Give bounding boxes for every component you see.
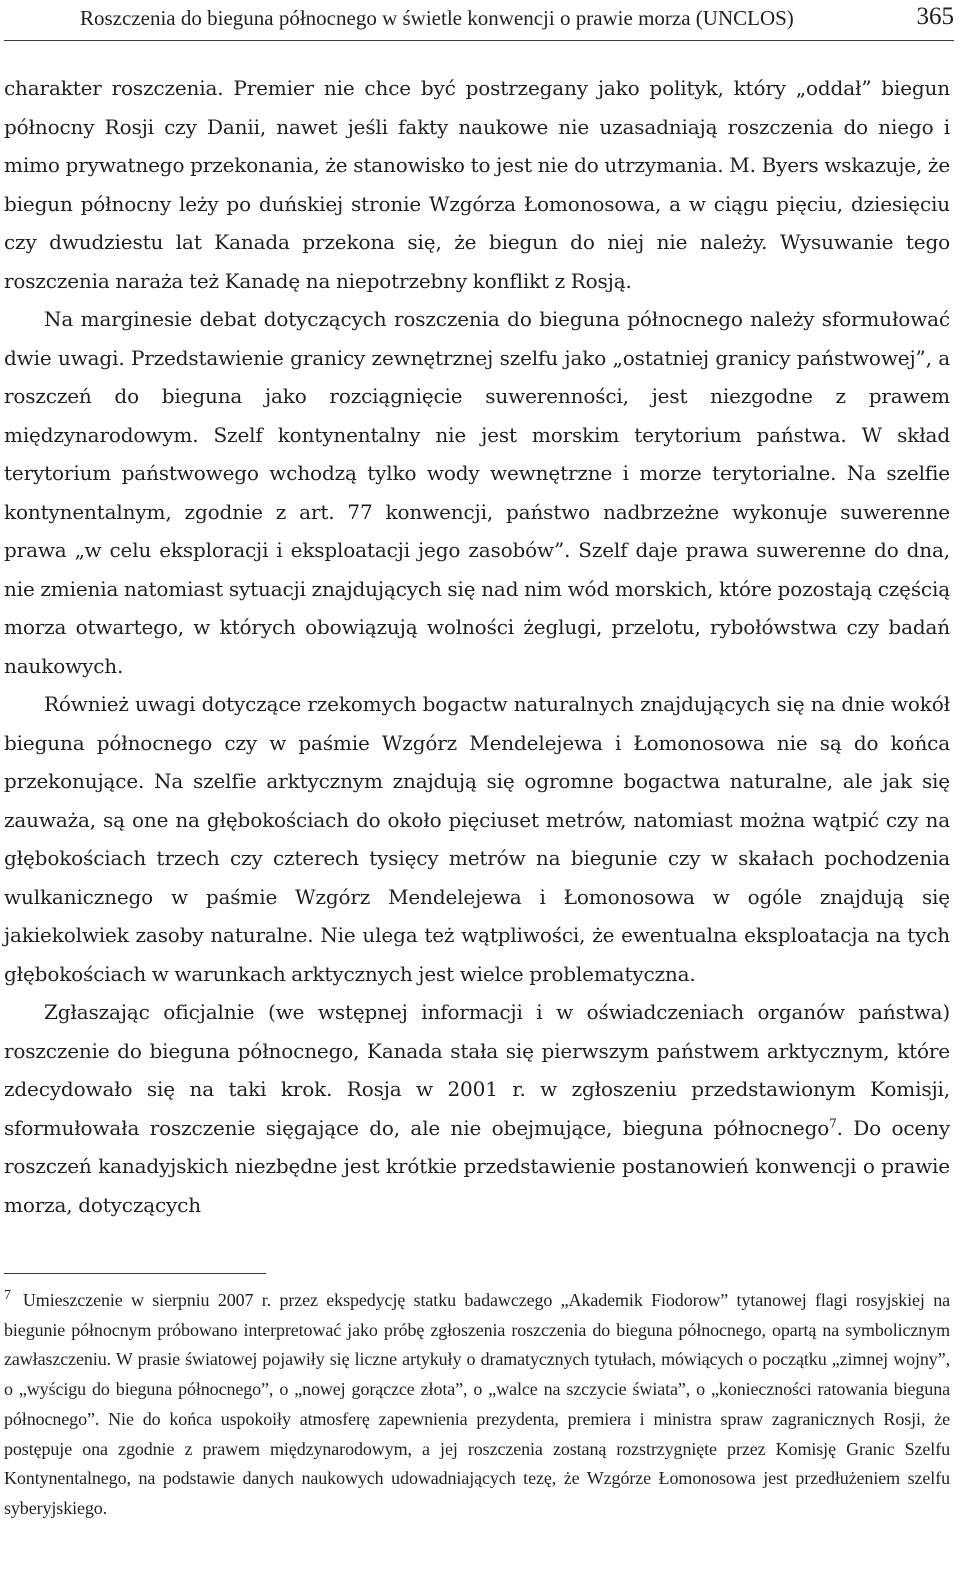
page-number: 365 — [916, 3, 954, 30]
paragraph-2: Na marginesie debat dotyczących roszczenia do bieguna północnego należy sformułować dwie uwagi. Przedstawienie granicy zewnętrznej szelfu jako „ostatniej granicy państwowej”, a roszczeń do bieguna jako rozciągnięcie suwerenności, jest niezgodne z prawem międzynarodowym. Szelf kontynentalny nie jest morskim terytorium państwa. W skład terytorium państwowego wchodzą tylko wody wewnętrzne i morze terytorialne. Na szelfie kontynentalnym, zgodnie z art. 77 konwencji, państwo nadbrzeżne wykonuje suwerenne prawa „w celu eksploracji i eksploatacji jego zasobów”. Szelf daje prawa suwerenne do dna, nie zmienia natomiast sytuacji znajdujących się nad nim wód morskich, które pozostają częścią morza otwartego, w których obowiązują wolności żeglugi, przelotu, rybołówstwa czy badań naukowych. — [4, 307, 950, 678]
footnote-reference[interactable]: 7 — [829, 1115, 837, 1130]
paragraph-4-text-end: . Do oceny roszczeń kanadyjskich niezbędne jest krótkie przedstawienie postanowień konwencji o prawie morza, dotyczących — [4, 1115, 950, 1217]
main-text — [4, 69, 950, 1224]
paragraph-4 — [4, 993, 950, 1224]
paragraph-3: Również uwagi dotyczące rzekomych bogactw naturalnych znajdujących się na dnie wokół bieguna północnego czy w paśmie Wzgórz Mendelejewa i Łomonosowa nie są do końca przekonujące. Na szelfie arktycznym znajdują się ogromne bogactwa naturalne, ale jak się zauważa, są one na głębokościach do około pięciuset metrów, natomiast można wątpić czy na głębokościach trzech czy czterech tysięcy metrów na biegunie czy w skałach pochodzenia wulkanicznego w paśmie Wzgórz Mendelejewa i Łomonosowa w ogóle znajdują się jakiekolwiek zasoby naturalne. Nie ulega też wątpliwości, że ewentualna eksploatacja na tych głębokościach w warunkach arktycznych jest wielce problematyczna. — [4, 692, 950, 986]
running-title: Roszczenia do bieguna północnego w świetle konwencji o prawie morza (UNCLOS) — [80, 6, 794, 30]
paragraph-1: charakter roszczenia. Premier nie chce być postrzegany jako polityk, który „oddał” biegun północny Rosji czy Danii, nawet jeśli fakty naukowe nie uzasadniają roszczenia do niego i mimo prywatnego przekonania, że stanowisko to jest nie do utrzymania. M. Byers wskazuje, że biegun północny leży po duńskiej stronie Wzgórza Łomonosowa, a w ciągu pięciu, dziesięciu czy dwudziestu lat Kanada przekona się, że biegun do niej nie należy. Wysuwanie tego roszczenia naraża też Kanadę na niepotrzebny konflikt z Rosją. — [4, 76, 950, 293]
paragraph-4-text-start: Zgłaszając oficjalnie (we wstępnej informacji i w oświadczeniach organów państwa) roszczenie do bieguna północnego, Kanada stała się pierwszym państwem arktycznym, które zdecydowało się na taki krok. Rosja w 2001 r. w zgłoszeniu przedstawionym Komisji, sformułowała roszczenie sięgające do, ale nie obejmujące, bieguna północnego — [4, 1000, 950, 1140]
footnote-number: 7 — [4, 1288, 11, 1303]
footnote-separator — [4, 1273, 266, 1274]
running-header — [4, 0, 954, 41]
footnote-text: Umieszczenie w sierpniu 2007 r. przez ekspedycję statku badawczego „Akademik Fiodorow” tytanowej flagi rosyjskiej na biegunie północnym próbowano interpretować jako próbę zgłoszenia roszczenia do bieguna północnego, opartą na symbolicznym zawłaszczeniu. W prasie światowej pojawiły się liczne artykuły o dramatycznych tytułach, mówiących o początku „zimnej wojny”, o „wyścigu do bieguna północnego”, o „nowej gorączce złota”, o „walce na szczycie świata”, o „konieczności ratowania bieguna północnego”. Nie do końca uspokoiły atmosferę zapewnienia prezydenta, premiera i ministra spraw zagranicznych Rosji, że postępuje ona zgodnie z prawem międzynarodowym, a jej roszczenia zostaną rozstrzygnięte przez Komisję Granic Szelfu Kontynentalnego, na podstawie danych naukowych udowadniających tezę, że Wzgórze Łomonosowa jest przedłużeniem szelfu syberyjskiego. — [4, 1290, 950, 1518]
footnote — [4, 1286, 950, 1524]
